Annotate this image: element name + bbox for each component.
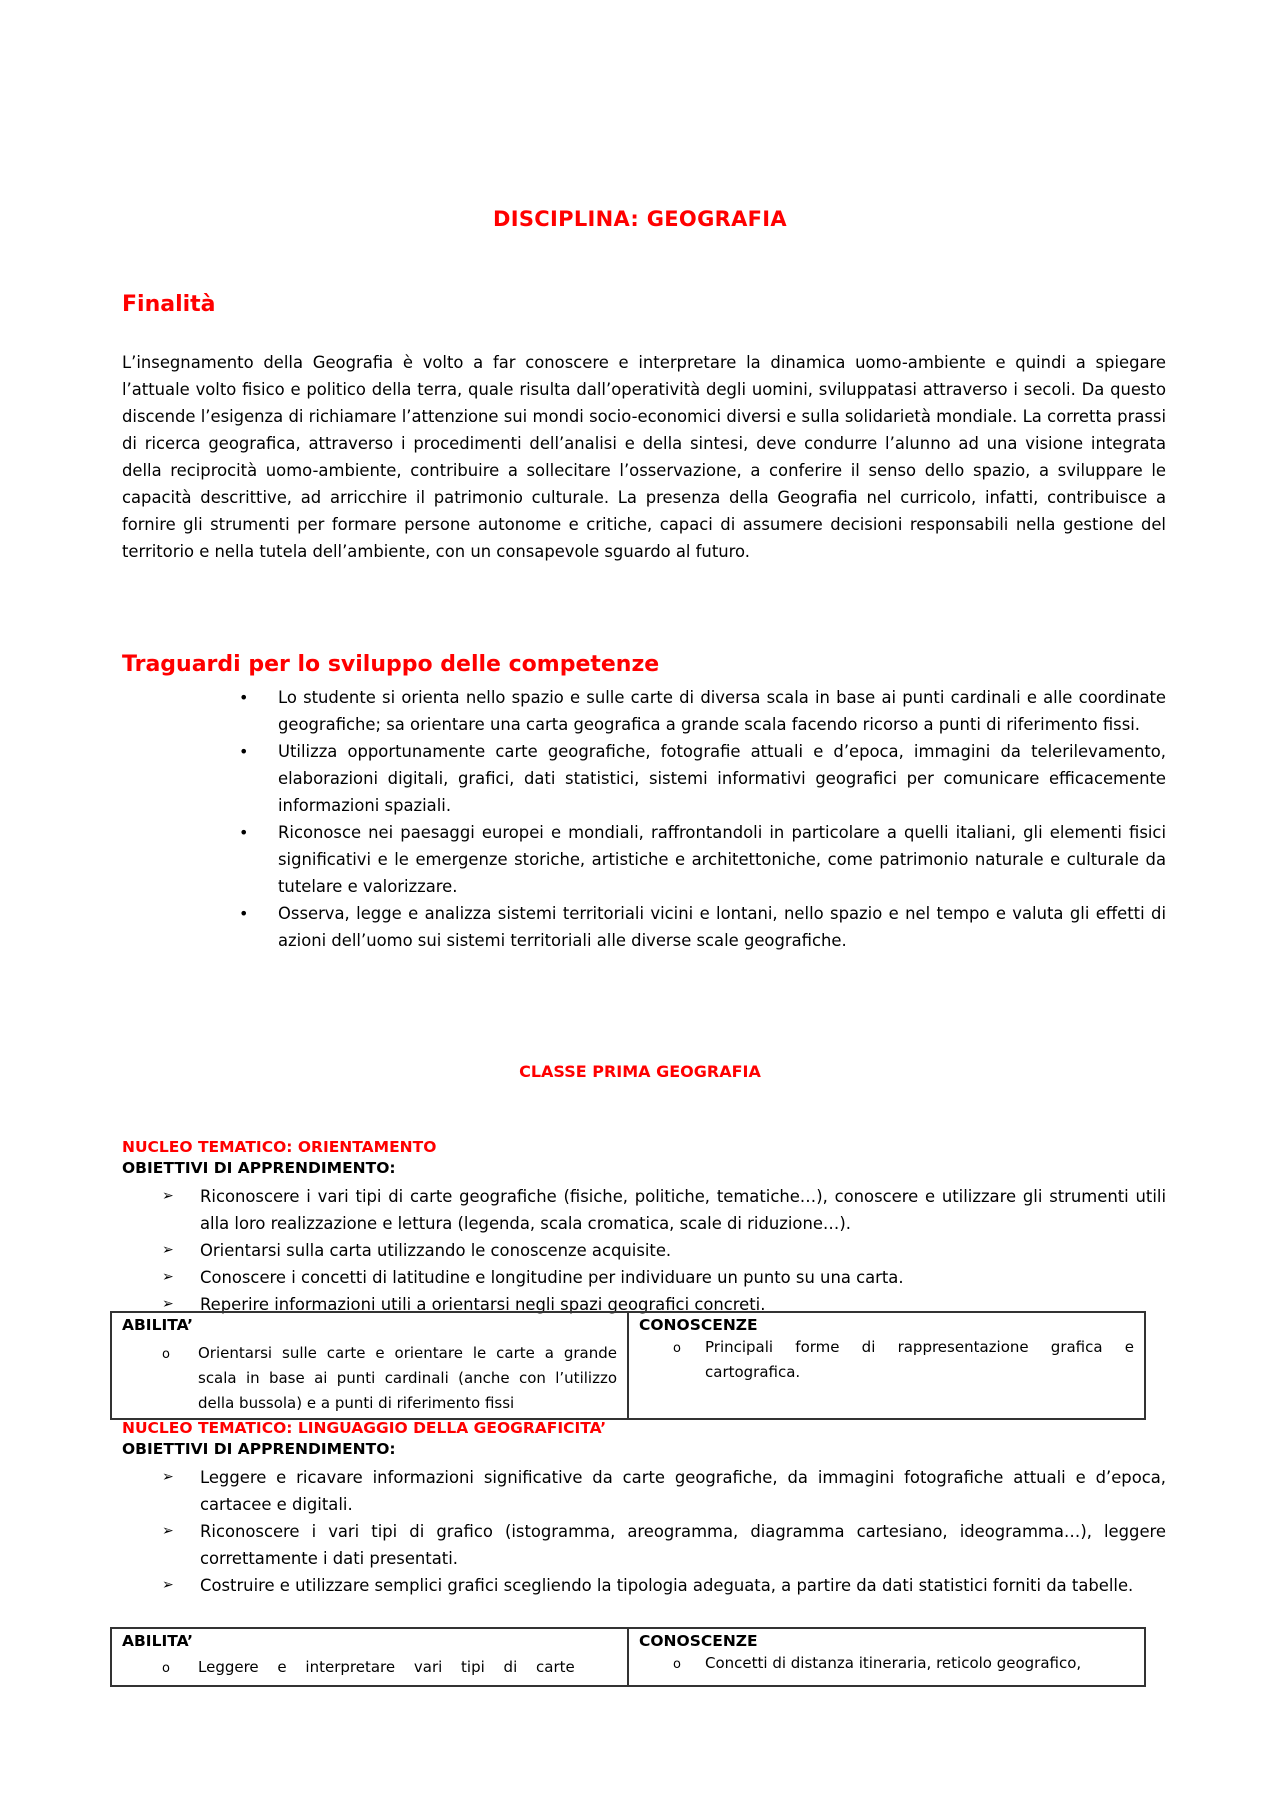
traguardi-heading: Traguardi per lo sviluppo delle competenze: [122, 652, 660, 677]
finalita-heading: Finalità: [122, 292, 216, 317]
list-item: ➢ Riconoscere i vari tipi di carte geografiche (fisiche, politiche, tematiche…), conoscere e utilizzare gli strumenti utili alla loro realizzazione e lettura (legenda, scala cromatica, scale di riduzione…).: [158, 1183, 1166, 1237]
nucleo-orientamento-heading: NUCLEO TEMATICO: ORIENTAMENTO: [122, 1138, 437, 1156]
arrow-icon: ➢: [162, 1469, 174, 1485]
list-item: ➢ Orientarsi sulla carta utilizzando le conoscenze acquisite.: [158, 1237, 1166, 1264]
abilita-item: o Leggere e interpretare vari tipi di carte: [122, 1655, 617, 1680]
conoscenze-item: o Concetti di distanza itineraria, reticolo geografico,: [639, 1651, 1134, 1676]
bullet-icon: •: [239, 688, 249, 707]
obiettivi-label: OBIETTIVI DI APPRENDIMENTO:: [122, 1159, 396, 1177]
arrow-icon: ➢: [162, 1242, 174, 1258]
arrow-icon: ➢: [162, 1577, 174, 1593]
traguardi-list: [236, 684, 1166, 954]
arrow-icon: ➢: [162, 1296, 174, 1312]
list-item: ➢ Reperire informazioni utili a orientarsi negli spazi geografici concreti.: [158, 1291, 1166, 1318]
list-item: • Lo studente si orienta nello spazio e sulle carte di diversa scala in base ai punti cardinali e alle coordinate geografiche; sa orientare una carta geografica a grande scala facendo ricorso a punti di riferimento fissi.: [236, 684, 1166, 738]
bullet-icon: •: [239, 742, 249, 761]
bullet-icon: •: [239, 904, 249, 923]
abilita-conoscenze-table: [110, 1627, 1146, 1687]
abilita-cell: [111, 1312, 628, 1419]
list-item: ➢ Riconoscere i vari tipi di grafico (istogramma, areogramma, diagramma cartesiano, ideogramma…), leggere correttamente i dati presentati.: [158, 1518, 1166, 1572]
circle-bullet-icon: o: [673, 1657, 681, 1672]
abilita-conoscenze-table: [110, 1311, 1146, 1420]
conoscenze-cell: [628, 1628, 1145, 1686]
conoscenze-item: o Principali forme di rappresentazione grafica e cartografica.: [673, 1338, 1134, 1381]
document-title: DISCIPLINA: GEOGRAFIA: [493, 207, 787, 231]
abilita-cell: [111, 1628, 628, 1686]
conoscenze-cell: [628, 1312, 1145, 1419]
list-item: ➢ Leggere e ricavare informazioni significative da carte geografiche, da immagini fotografiche attuali e d’epoca, cartacee e digitali.: [158, 1464, 1166, 1518]
circle-bullet-icon: o: [673, 1341, 681, 1356]
list-item: • Osserva, legge e analizza sistemi territoriali vicini e lontani, nello spazio e nel tempo e valuta gli effetti di azioni dell’uomo sui sistemi territoriali alle diverse scale geografiche.: [236, 900, 1166, 954]
list-item: ➢ Conoscere i concetti di latitudine e longitudine per individuare un punto su una carta.: [158, 1264, 1166, 1291]
classe-heading: CLASSE PRIMA GEOGRAFIA: [519, 1062, 761, 1081]
list-item: • Utilizza opportunamente carte geografiche, fotografie attuali e d’epoca, immagini da telerilevamento, elaborazioni digitali, grafici, dati statistici, sistemi informativi geografici per comunicare efficacemente informazioni spaziali.: [236, 738, 1166, 819]
finalita-paragraph: L’insegnamento della Geografia è volto a far conoscere e interpretare la dinamica uomo-ambiente e quindi a spiegare l’attuale volto fisico e politico della terra, quale risulta dall’operatività degli uomini, sviluppatasi attraverso i secoli. Da questo discende l’esigenza di richiamare l’attenzione sui mondi socio-economici diversi e sulla solidarietà mondiale. La corretta prassi di ricerca geografica, attraverso i procedimenti dell’analisi e della sintesi, deve condurre l’alunno ad una visione integrata della reciprocità uomo-ambiente, contribuire a sollecitare l’osservazione, a conferire il senso dello spazio, a sviluppare le capacità descrittive, ad arricchire il patrimonio culturale. La presenza della Geografia nel curricolo, infatti, contribuisce a fornire gli strumenti per formare persone autonome e critiche, capaci di assumere decisioni responsabili nella gestione del territorio e nella tutela dell’ambiente, con un consapevole sguardo al futuro.: [122, 353, 1166, 561]
abilita-item: o Orientarsi sulle carte e orientare le carte a grande scala in base ai punti cardinali (anche con l’utilizzo della bussola) e a punti di riferimento fissi: [162, 1344, 617, 1412]
obiettivi-label: OBIETTIVI DI APPRENDIMENTO:: [122, 1440, 396, 1458]
arrow-icon: ➢: [162, 1188, 174, 1204]
arrow-icon: ➢: [162, 1269, 174, 1285]
abilita-header: ABILITA’: [122, 1316, 194, 1334]
nucleo-linguaggio-heading: NUCLEO TEMATICO: LINGUAGGIO DELLA GEOGRAFICITA’: [122, 1419, 607, 1437]
obiettivi-list: [158, 1183, 1166, 1318]
abilita-header: ABILITA’: [122, 1632, 194, 1650]
circle-bullet-icon: o: [162, 1661, 170, 1676]
list-item: ➢ Costruire e utilizzare semplici grafici scegliendo la tipologia adeguata, a partire da dati statistici forniti da tabelle.: [158, 1572, 1166, 1599]
arrow-icon: ➢: [162, 1523, 174, 1539]
bullet-icon: •: [239, 823, 249, 842]
conoscenze-header: CONOSCENZE: [639, 1316, 758, 1334]
obiettivi-list: [158, 1464, 1166, 1599]
conoscenze-header: CONOSCENZE: [639, 1632, 758, 1650]
circle-bullet-icon: o: [162, 1347, 170, 1362]
list-item: • Riconosce nei paesaggi europei e mondiali, raffrontandoli in particolare a quelli italiani, gli elementi fisici significativi e le emergenze storiche, artistiche e architettoniche, come patrimonio naturale e culturale da tutelare e valorizzare.: [236, 819, 1166, 900]
